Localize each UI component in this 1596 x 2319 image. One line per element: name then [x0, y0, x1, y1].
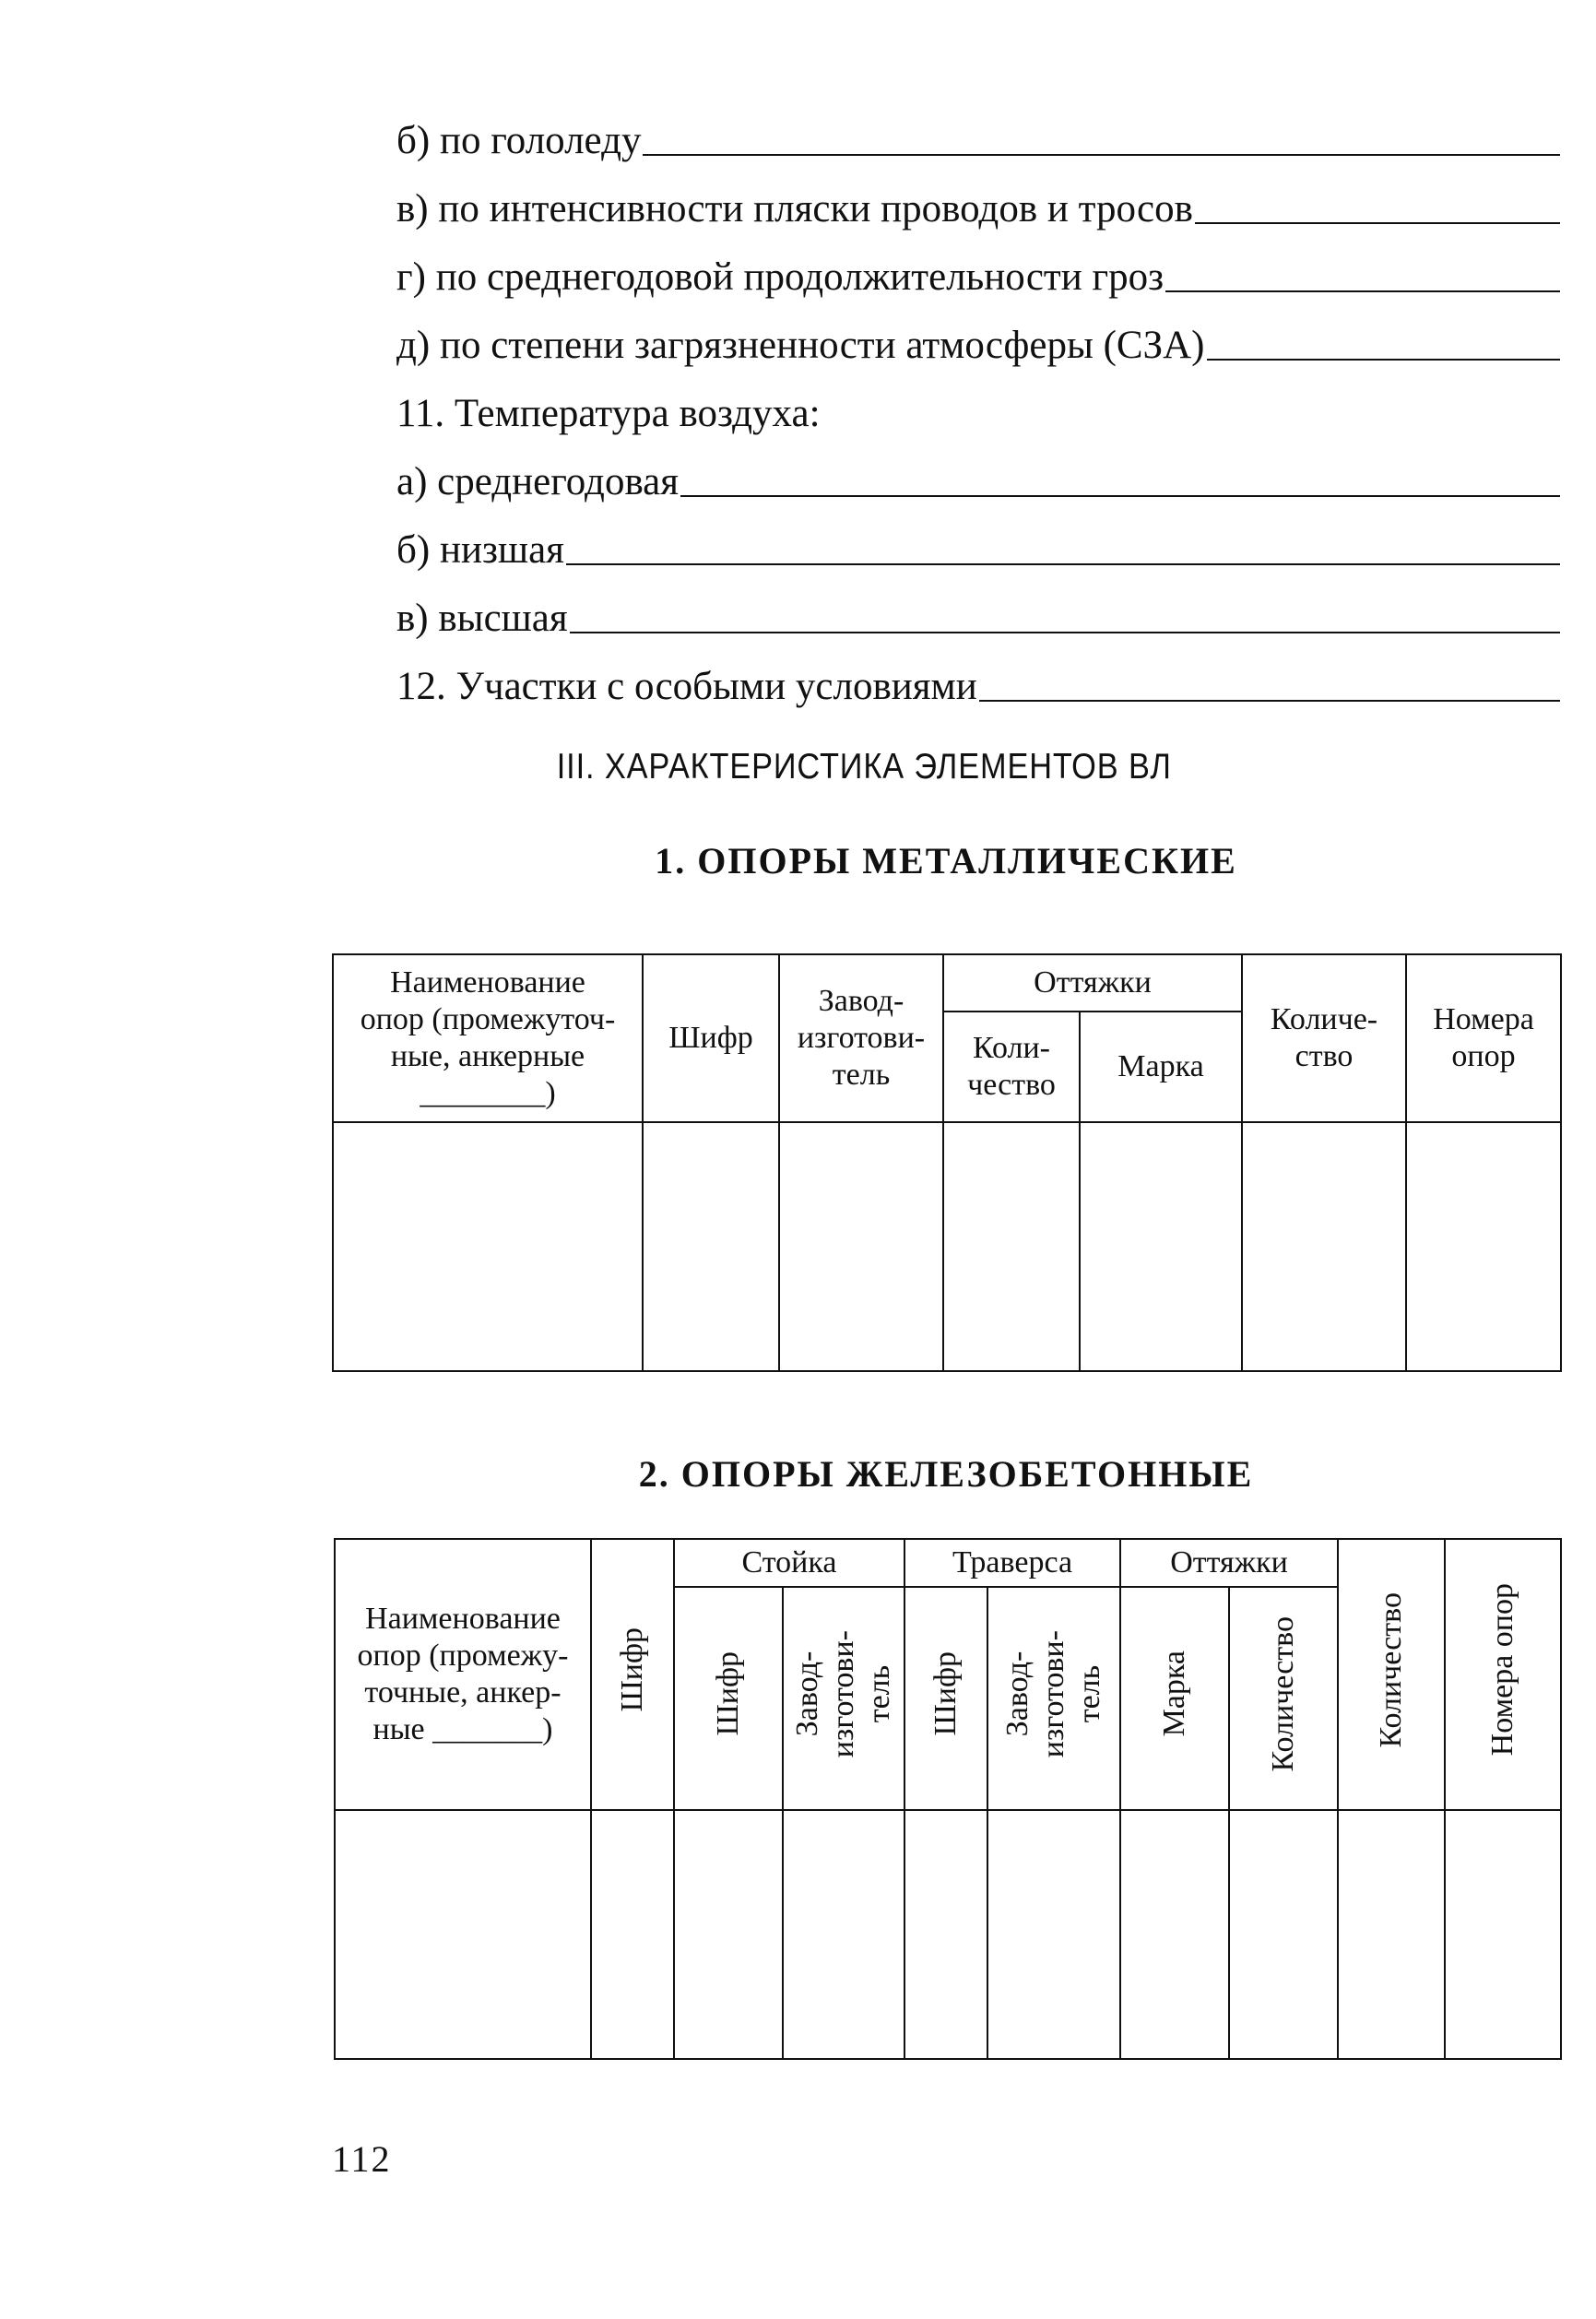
header-guys-brand: Марка [1157, 1651, 1192, 1737]
form-line-icing [396, 92, 1560, 160]
form-line-label: 12. Участки с особыми условиями [396, 665, 977, 708]
table-cell[interactable] [1080, 1122, 1242, 1371]
header-support-numbers-cell [1445, 1539, 1561, 1810]
header-post-manufacturer: Завод- изготови- тель [790, 1629, 897, 1758]
table-cell[interactable] [1445, 1810, 1561, 2059]
form-line-temp-average [396, 433, 1560, 502]
table-cell[interactable] [783, 1810, 904, 2059]
form-line-temp-lowest [396, 502, 1560, 570]
form-line-label: в) по интенсивности пляски проводов и тросов [396, 187, 1193, 231]
header-crossarm-cipher: Шифр [928, 1651, 964, 1736]
form-line-label: г) по среднегодовой продолжительности гроз [396, 255, 1164, 299]
subsection-title-metal-supports: 1. ОПОРЫ МЕТАЛЛИЧЕСКИЕ [655, 840, 1237, 881]
header-post-cipher-cell [674, 1587, 783, 1810]
table-cell[interactable] [674, 1810, 783, 2059]
header-support-name: Наименование опор (промежу- точные, анкер- ные _______) [335, 1539, 591, 1810]
header-crossarm-maker-cell [987, 1587, 1120, 1810]
blank-fill-line[interactable] [1195, 221, 1560, 224]
header-post-group: Стойка [674, 1539, 904, 1587]
blank-fill-line[interactable] [566, 562, 1560, 565]
header-support-numbers: Номера опор [1485, 1583, 1520, 1757]
form-line-label: 11. Температура воздуха: [396, 392, 821, 435]
header-cipher: Шифр [643, 954, 779, 1122]
header-guys-brand-cell [1120, 1587, 1229, 1810]
subsection-title-concrete-supports: 2. ОПОРЫ ЖЕЛЕЗОБЕТОННЫЕ [638, 1453, 1254, 1495]
header-guys-group: Оттяжки [943, 954, 1242, 1012]
header-guys-quantity: Количество [1266, 1615, 1301, 1772]
table-cell[interactable] [643, 1122, 779, 1371]
table-cell[interactable] [1406, 1122, 1561, 1371]
concrete-supports-table [334, 1538, 1562, 2060]
form-line-label: б) низшая [396, 528, 564, 572]
table-cell[interactable] [335, 1810, 591, 2059]
form-line-label: д) по степени загрязненности атмосферы (СЗА) [396, 324, 1205, 367]
form-line-pollution [396, 297, 1560, 365]
header-guys-quantity-cell [1229, 1587, 1338, 1810]
table-row [333, 1122, 1561, 1371]
header-post-maker-cell [783, 1587, 904, 1810]
form-line-galloping [396, 160, 1560, 229]
table-cell[interactable] [591, 1810, 674, 2059]
blank-fill-line[interactable] [643, 153, 1560, 156]
blank-fill-line[interactable] [979, 699, 1560, 702]
table-cell[interactable] [1242, 1122, 1406, 1371]
form-line-label: б) по гололеду [396, 119, 642, 162]
header-guys-group: Оттяжки [1120, 1539, 1338, 1587]
blank-fill-line[interactable] [1207, 358, 1560, 361]
header-quantity: Количе- ство [1242, 954, 1406, 1122]
header-support-numbers: Номера опор [1406, 954, 1561, 1122]
blank-fill-line[interactable] [680, 494, 1560, 497]
header-crossarm-manufacturer: Завод- изготови- тель [1000, 1629, 1107, 1758]
table-cell[interactable] [943, 1122, 1080, 1371]
table-cell[interactable] [333, 1122, 643, 1371]
form-line-air-temperature-heading [396, 365, 1560, 433]
header-cipher-cell [591, 1539, 674, 1810]
section-title: III. ХАРАКТЕРИСТИКА ЭЛЕМЕНТОВ ВЛ [556, 747, 1172, 787]
table-cell[interactable] [904, 1810, 987, 2059]
header-guys-brand: Марка [1080, 1012, 1242, 1122]
form-line-thunderstorms [396, 229, 1560, 297]
table-cell[interactable] [779, 1122, 943, 1371]
table-cell[interactable] [1229, 1810, 1338, 2059]
metal-supports-table [332, 953, 1562, 1372]
header-manufacturer: Завод- изготови- тель [779, 954, 943, 1122]
table-cell[interactable] [1120, 1810, 1229, 2059]
header-quantity: Количество [1374, 1591, 1409, 1748]
header-crossarm-group: Траверса [904, 1539, 1120, 1587]
form-line-temp-highest [396, 570, 1560, 638]
form-line-special-sections [396, 638, 1560, 706]
form-line-label: а) среднегодовая [396, 460, 680, 503]
header-cipher: Шифр [615, 1627, 650, 1712]
form-line-label: в) высшая [396, 597, 568, 640]
table-row [335, 1810, 1561, 2059]
header-crossarm-cipher-cell [904, 1587, 987, 1810]
header-post-cipher: Шифр [711, 1651, 746, 1736]
header-quantity-cell [1338, 1539, 1445, 1810]
header-guys-quantity: Коли- чество [943, 1012, 1080, 1122]
blank-fill-line[interactable] [570, 631, 1560, 633]
blank-fill-line[interactable] [1165, 290, 1560, 292]
page-number: 112 [332, 2138, 392, 2180]
header-support-name: Наименование опор (промежуточ- ные, анкерные ________) [333, 954, 643, 1122]
table-cell[interactable] [1338, 1810, 1445, 2059]
table-cell[interactable] [987, 1810, 1120, 2059]
form-lines [396, 92, 1560, 706]
